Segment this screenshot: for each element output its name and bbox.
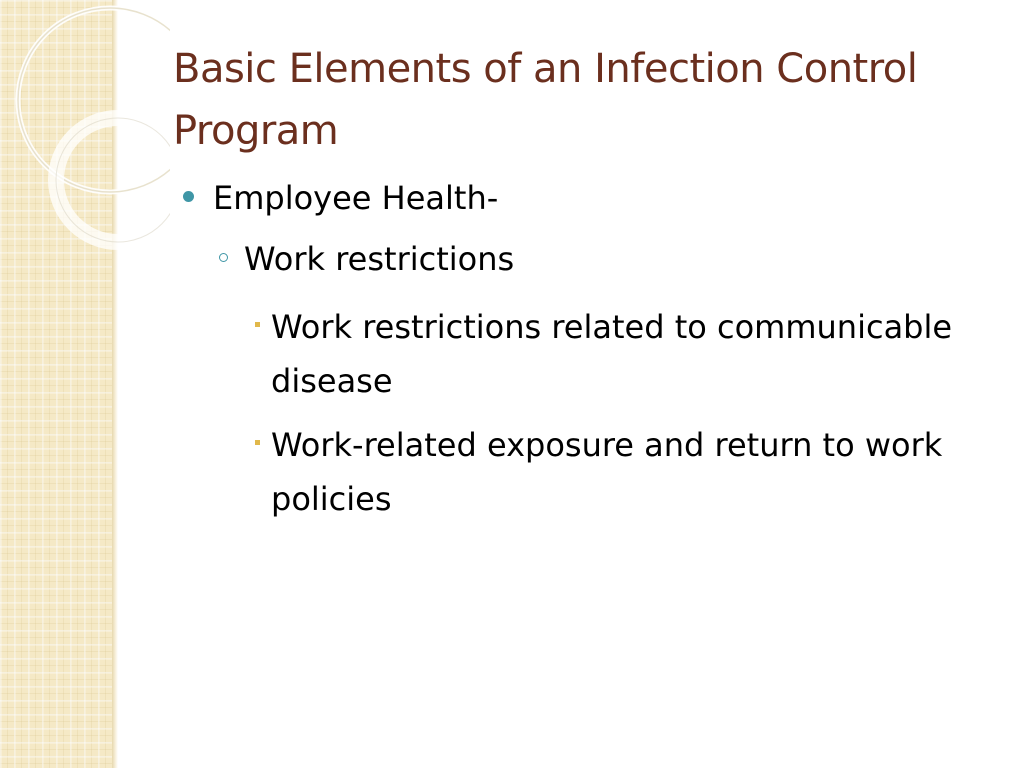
bullet-work-restrictions: Work restrictions [244,240,515,278]
square-bullet-icon [255,440,260,445]
bullet-employee-health: Employee Health- [213,179,499,217]
hollow-circle-bullet-icon [219,253,228,262]
bullet-exposure-return: Work-related exposure and return to work policies [271,426,943,518]
square-bullet-icon [255,322,260,327]
filled-circle-bullet-icon [183,191,194,202]
bullet-communicable-disease: Work restrictions related to communicable disease [271,308,953,400]
slide-title: Basic Elements of an Infection Control Program [173,46,918,154]
